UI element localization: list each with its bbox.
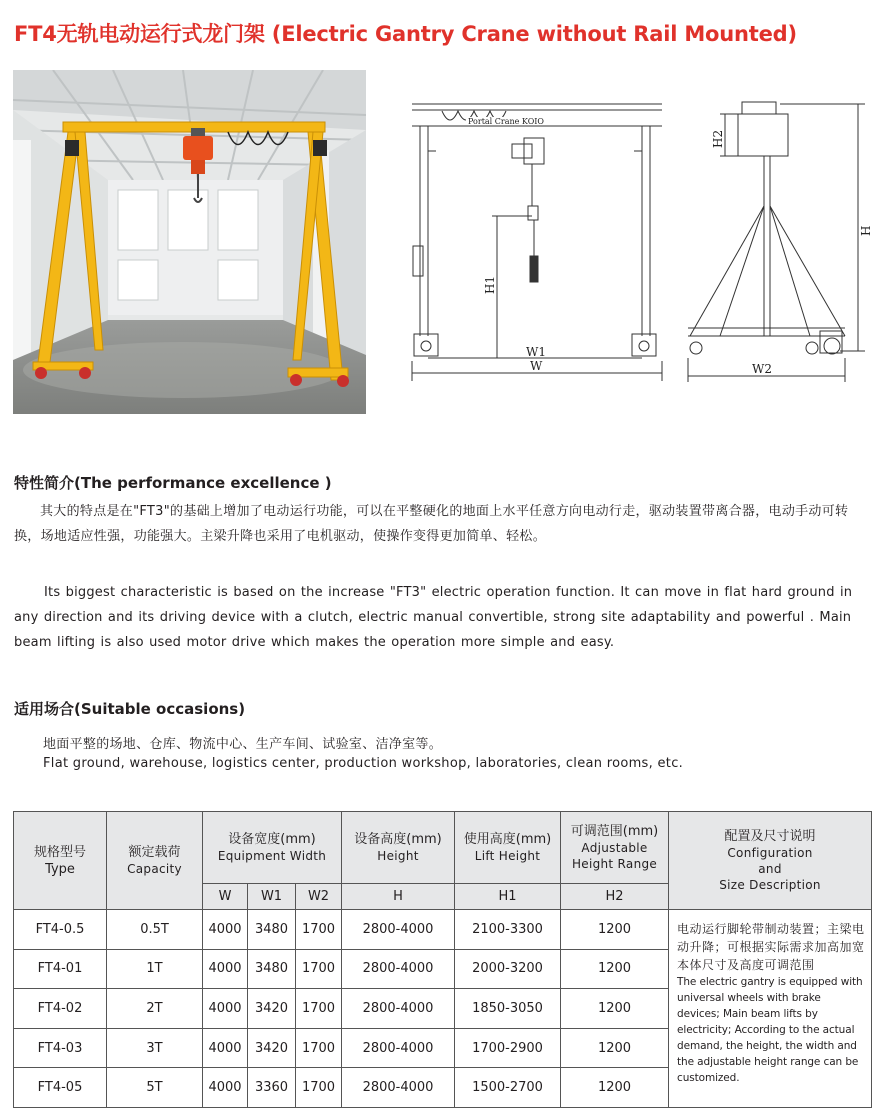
cell-h: 2800-4000 [342, 1028, 455, 1068]
cell-w: 4000 [203, 989, 248, 1029]
header-h1: H1 [455, 884, 561, 910]
front-view-drawing [402, 96, 672, 386]
cell-w: 4000 [203, 949, 248, 989]
drawing-banner-label: Portal Crane KOIO [468, 117, 544, 126]
cell-h: 2800-4000 [342, 910, 455, 950]
header-capacity: 额定载荷 Capacity [107, 812, 203, 910]
product-photo [13, 70, 366, 414]
cell-h1: 1700-2900 [455, 1028, 561, 1068]
occasions-text-cn: 地面平整的场地、仓库、物流中心、生产车间、试验室、洁净室等。 [43, 737, 443, 752]
side-view-drawing [680, 96, 875, 386]
cell-capacity: 1T [107, 949, 203, 989]
occasions-text-en: Flat ground, warehouse, logistics center, production workshop, laboratories, clean rooms, etc. [43, 756, 684, 771]
cell-w: 4000 [203, 1068, 248, 1108]
description-cn: 电动运行脚轮带制动装置；主梁电动升降；可根据实际需求加高加宽本体尺寸及高度可调范围 [677, 922, 865, 972]
cell-h2: 1200 [561, 949, 669, 989]
header-adjustable-range: 可调范围(mm) Adjustable Height Range [561, 812, 669, 884]
cell-h2: 1200 [561, 1068, 669, 1108]
spec-table [13, 811, 872, 1108]
cell-h1: 1500-2700 [455, 1068, 561, 1108]
header-height: 设备高度(mm) Height [342, 812, 455, 884]
cell-h1: 2000-3200 [455, 949, 561, 989]
performance-text-cn: 其大的特点是在"FT3"的基础上增加了电动运行功能，可以在平整硬化的地面上水平任意方向电动行走，驱动装置带离合器，电动手动可转换，场地适应性强，功能强大。主梁升降也采用了电机驱动，使操作变得更加简单、轻松。 [14, 504, 849, 544]
cell-w: 4000 [203, 910, 248, 950]
header-h2: H2 [561, 884, 669, 910]
occasions-heading: 适用场合(Suitable occasions) [14, 700, 246, 718]
header-w2: W2 [296, 884, 342, 910]
cell-w1: 3420 [248, 989, 296, 1029]
cell-w1: 3360 [248, 1068, 296, 1108]
cell-type: FT4-01 [14, 949, 107, 989]
dim-h-label: H [859, 225, 873, 236]
cell-w2: 1700 [296, 949, 342, 989]
cell-capacity: 3T [107, 1028, 203, 1068]
cell-w2: 1700 [296, 989, 342, 1029]
cell-type: FT4-03 [14, 1028, 107, 1068]
dim-w2-label: W2 [752, 362, 772, 376]
cell-h: 2800-4000 [342, 1068, 455, 1108]
header-w: W [203, 884, 248, 910]
header-equipment-width: 设备宽度(mm) Equipment Width [203, 812, 342, 884]
table-row [14, 910, 872, 950]
header-type: 规格型号 Type [14, 812, 107, 910]
dim-h2-label: H2 [711, 129, 725, 148]
dim-w1-label: W1 [526, 345, 546, 359]
cell-capacity: 5T [107, 1068, 203, 1108]
performance-heading: 特性简介(The performance excellence ) [14, 474, 332, 492]
header-configuration: 配置及尺寸说明 Configuration and Size Description [669, 812, 872, 910]
cell-capacity: 0.5T [107, 910, 203, 950]
cell-h2: 1200 [561, 1028, 669, 1068]
cell-h2: 1200 [561, 989, 669, 1029]
cell-h: 2800-4000 [342, 949, 455, 989]
cell-h: 2800-4000 [342, 989, 455, 1029]
header-lift-height: 使用高度(mm) Lift Height [455, 812, 561, 884]
cell-h1: 2100-3300 [455, 910, 561, 950]
cell-w1: 3480 [248, 949, 296, 989]
description-en: The electric gantry is equipped with universal wheels with brake devices; Main beam lifts by electricity; According to the actual demand, the height, the width and the adjustable height range can be customized. [677, 976, 863, 1084]
cell-w2: 1700 [296, 1068, 342, 1108]
page-title: FT4无轨电动运行式龙门架 (Electric Gantry Crane without Rail Mounted) [14, 22, 797, 46]
cell-capacity: 2T [107, 989, 203, 1029]
cell-w1: 3420 [248, 1028, 296, 1068]
cell-w1: 3480 [248, 910, 296, 950]
cell-w2: 1700 [296, 910, 342, 950]
cell-type: FT4-0.5 [14, 910, 107, 950]
configuration-description [669, 910, 872, 1108]
cell-type: FT4-02 [14, 989, 107, 1029]
dim-w-label: W [530, 359, 543, 373]
performance-text-en: Its biggest characteristic is based on the increase "FT3" electric operation function. It can move in flat hard ground in any direction and its driving device with a clutch, electric manual convertible, strong site adaptability and powerful . Main beam lifting is also used motor drive which makes the operation more simple and easy. [14, 585, 853, 650]
cell-type: FT4-05 [14, 1068, 107, 1108]
header-w1: W1 [248, 884, 296, 910]
header-h: H [342, 884, 455, 910]
cell-h2: 1200 [561, 910, 669, 950]
cell-w: 4000 [203, 1028, 248, 1068]
cell-h1: 1850-3050 [455, 989, 561, 1029]
cell-w2: 1700 [296, 1028, 342, 1068]
dim-h1-label: H1 [483, 275, 497, 294]
